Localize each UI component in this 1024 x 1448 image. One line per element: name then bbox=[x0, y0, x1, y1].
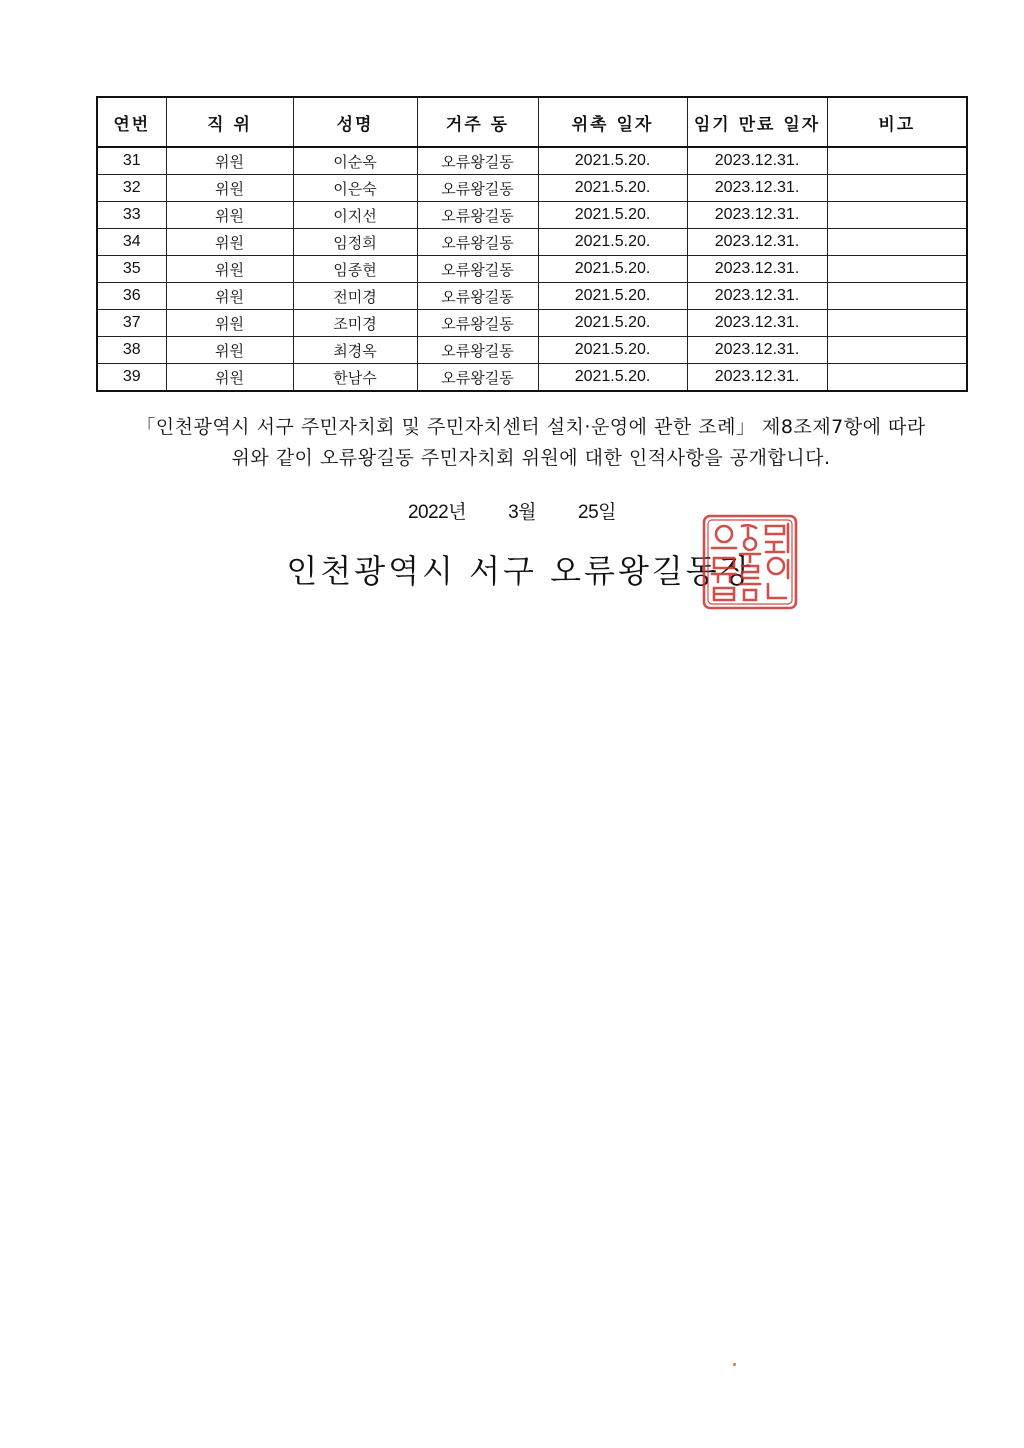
position-cell: 위원 bbox=[166, 175, 293, 202]
appointment-date-cell: 2021.5.20. bbox=[538, 175, 687, 202]
term-end-date-cell: 2023.12.31. bbox=[687, 202, 827, 229]
district-cell: 오류왕길동 bbox=[417, 256, 538, 283]
position-cell: 위원 bbox=[166, 337, 293, 364]
district-cell: 오류왕길동 bbox=[417, 283, 538, 310]
serial-number-cell: 36 bbox=[97, 283, 166, 310]
term-end-date-cell: 2023.12.31. bbox=[687, 283, 827, 310]
remarks-cell bbox=[827, 337, 967, 364]
date-year: 2022년 bbox=[407, 502, 467, 523]
name-cell: 임정희 bbox=[293, 229, 417, 256]
remarks-cell bbox=[827, 229, 967, 256]
position-cell: 위원 bbox=[166, 147, 293, 175]
header-term-end-date: 임기 만료 일자 bbox=[687, 97, 827, 147]
table-row bbox=[97, 310, 967, 337]
notice-text bbox=[96, 412, 966, 474]
serial-number-cell: 37 bbox=[97, 310, 166, 337]
official-seal-stamp bbox=[700, 512, 800, 612]
table-row bbox=[97, 229, 967, 256]
notice-line-1: 「인천광역시 서구 주민자치회 및 주민자치센터 설치·운영에 관한 조례」 제8조제7항에 따라 bbox=[136, 416, 926, 438]
district-cell: 오류왕길동 bbox=[417, 147, 538, 175]
term-end-date-cell: 2023.12.31. bbox=[687, 337, 827, 364]
header-appointment-date: 위촉 일자 bbox=[538, 97, 687, 147]
issue-date bbox=[0, 497, 1024, 524]
serial-number-cell: 31 bbox=[97, 147, 166, 175]
position-cell: 위원 bbox=[166, 229, 293, 256]
table-row bbox=[97, 202, 967, 229]
appointment-date-cell: 2021.5.20. bbox=[538, 147, 687, 175]
term-end-date-cell: 2023.12.31. bbox=[687, 310, 827, 337]
table-row bbox=[97, 337, 967, 364]
position-cell: 위원 bbox=[166, 256, 293, 283]
remarks-cell bbox=[827, 147, 967, 175]
serial-number-cell: 32 bbox=[97, 175, 166, 202]
position-cell: 위원 bbox=[166, 202, 293, 229]
remarks-cell bbox=[827, 175, 967, 202]
serial-number-cell: 33 bbox=[97, 202, 166, 229]
appointment-date-cell: 2021.5.20. bbox=[538, 229, 687, 256]
remarks-cell bbox=[827, 256, 967, 283]
scan-speck bbox=[733, 1363, 736, 1366]
table-row bbox=[97, 147, 967, 175]
appointment-date-cell: 2021.5.20. bbox=[538, 256, 687, 283]
district-cell: 오류왕길동 bbox=[417, 229, 538, 256]
term-end-date-cell: 2023.12.31. bbox=[687, 256, 827, 283]
header-serial-number: 연번 bbox=[97, 97, 166, 147]
name-cell: 조미경 bbox=[293, 310, 417, 337]
district-cell: 오류왕길동 bbox=[417, 364, 538, 392]
header-name: 성명 bbox=[293, 97, 417, 147]
district-cell: 오류왕길동 bbox=[417, 310, 538, 337]
table-header-row bbox=[97, 97, 967, 147]
appointment-date-cell: 2021.5.20. bbox=[538, 364, 687, 392]
position-cell: 위원 bbox=[166, 310, 293, 337]
table-row bbox=[97, 364, 967, 392]
header-district: 거주 동 bbox=[417, 97, 538, 147]
district-cell: 오류왕길동 bbox=[417, 175, 538, 202]
header-remarks: 비고 bbox=[827, 97, 967, 147]
name-cell: 전미경 bbox=[293, 283, 417, 310]
position-cell: 위원 bbox=[166, 364, 293, 392]
remarks-cell bbox=[827, 283, 967, 310]
table-row bbox=[97, 175, 967, 202]
appointment-date-cell: 2021.5.20. bbox=[538, 337, 687, 364]
header-position: 직 위 bbox=[166, 97, 293, 147]
appointment-date-cell: 2021.5.20. bbox=[538, 202, 687, 229]
issuer-title: 인천광역시 서구 오류왕길동장 bbox=[286, 552, 754, 590]
date-month: 3월 bbox=[508, 502, 537, 523]
serial-number-cell: 35 bbox=[97, 256, 166, 283]
name-cell: 이은숙 bbox=[293, 175, 417, 202]
committee-member-table bbox=[96, 96, 968, 392]
appointment-date-cell: 2021.5.20. bbox=[538, 310, 687, 337]
name-cell: 한남수 bbox=[293, 364, 417, 392]
appointment-date-cell: 2021.5.20. bbox=[538, 283, 687, 310]
term-end-date-cell: 2023.12.31. bbox=[687, 175, 827, 202]
remarks-cell bbox=[827, 364, 967, 392]
table-row bbox=[97, 283, 967, 310]
remarks-cell bbox=[827, 202, 967, 229]
notice-line-2: 위와 같이 오류왕길동 주민자치회 위원에 대한 인적사항을 공개합니다. bbox=[231, 447, 831, 469]
table-body bbox=[97, 147, 967, 391]
name-cell: 이순옥 bbox=[293, 147, 417, 175]
position-cell: 위원 bbox=[166, 283, 293, 310]
term-end-date-cell: 2023.12.31. bbox=[687, 229, 827, 256]
name-cell: 최경옥 bbox=[293, 337, 417, 364]
term-end-date-cell: 2023.12.31. bbox=[687, 364, 827, 392]
serial-number-cell: 34 bbox=[97, 229, 166, 256]
remarks-cell bbox=[827, 310, 967, 337]
name-cell: 임종현 bbox=[293, 256, 417, 283]
date-day: 25일 bbox=[578, 502, 617, 523]
district-cell: 오류왕길동 bbox=[417, 337, 538, 364]
serial-number-cell: 39 bbox=[97, 364, 166, 392]
name-cell: 이지선 bbox=[293, 202, 417, 229]
term-end-date-cell: 2023.12.31. bbox=[687, 147, 827, 175]
table-row bbox=[97, 256, 967, 283]
district-cell: 오류왕길동 bbox=[417, 202, 538, 229]
serial-number-cell: 38 bbox=[97, 337, 166, 364]
